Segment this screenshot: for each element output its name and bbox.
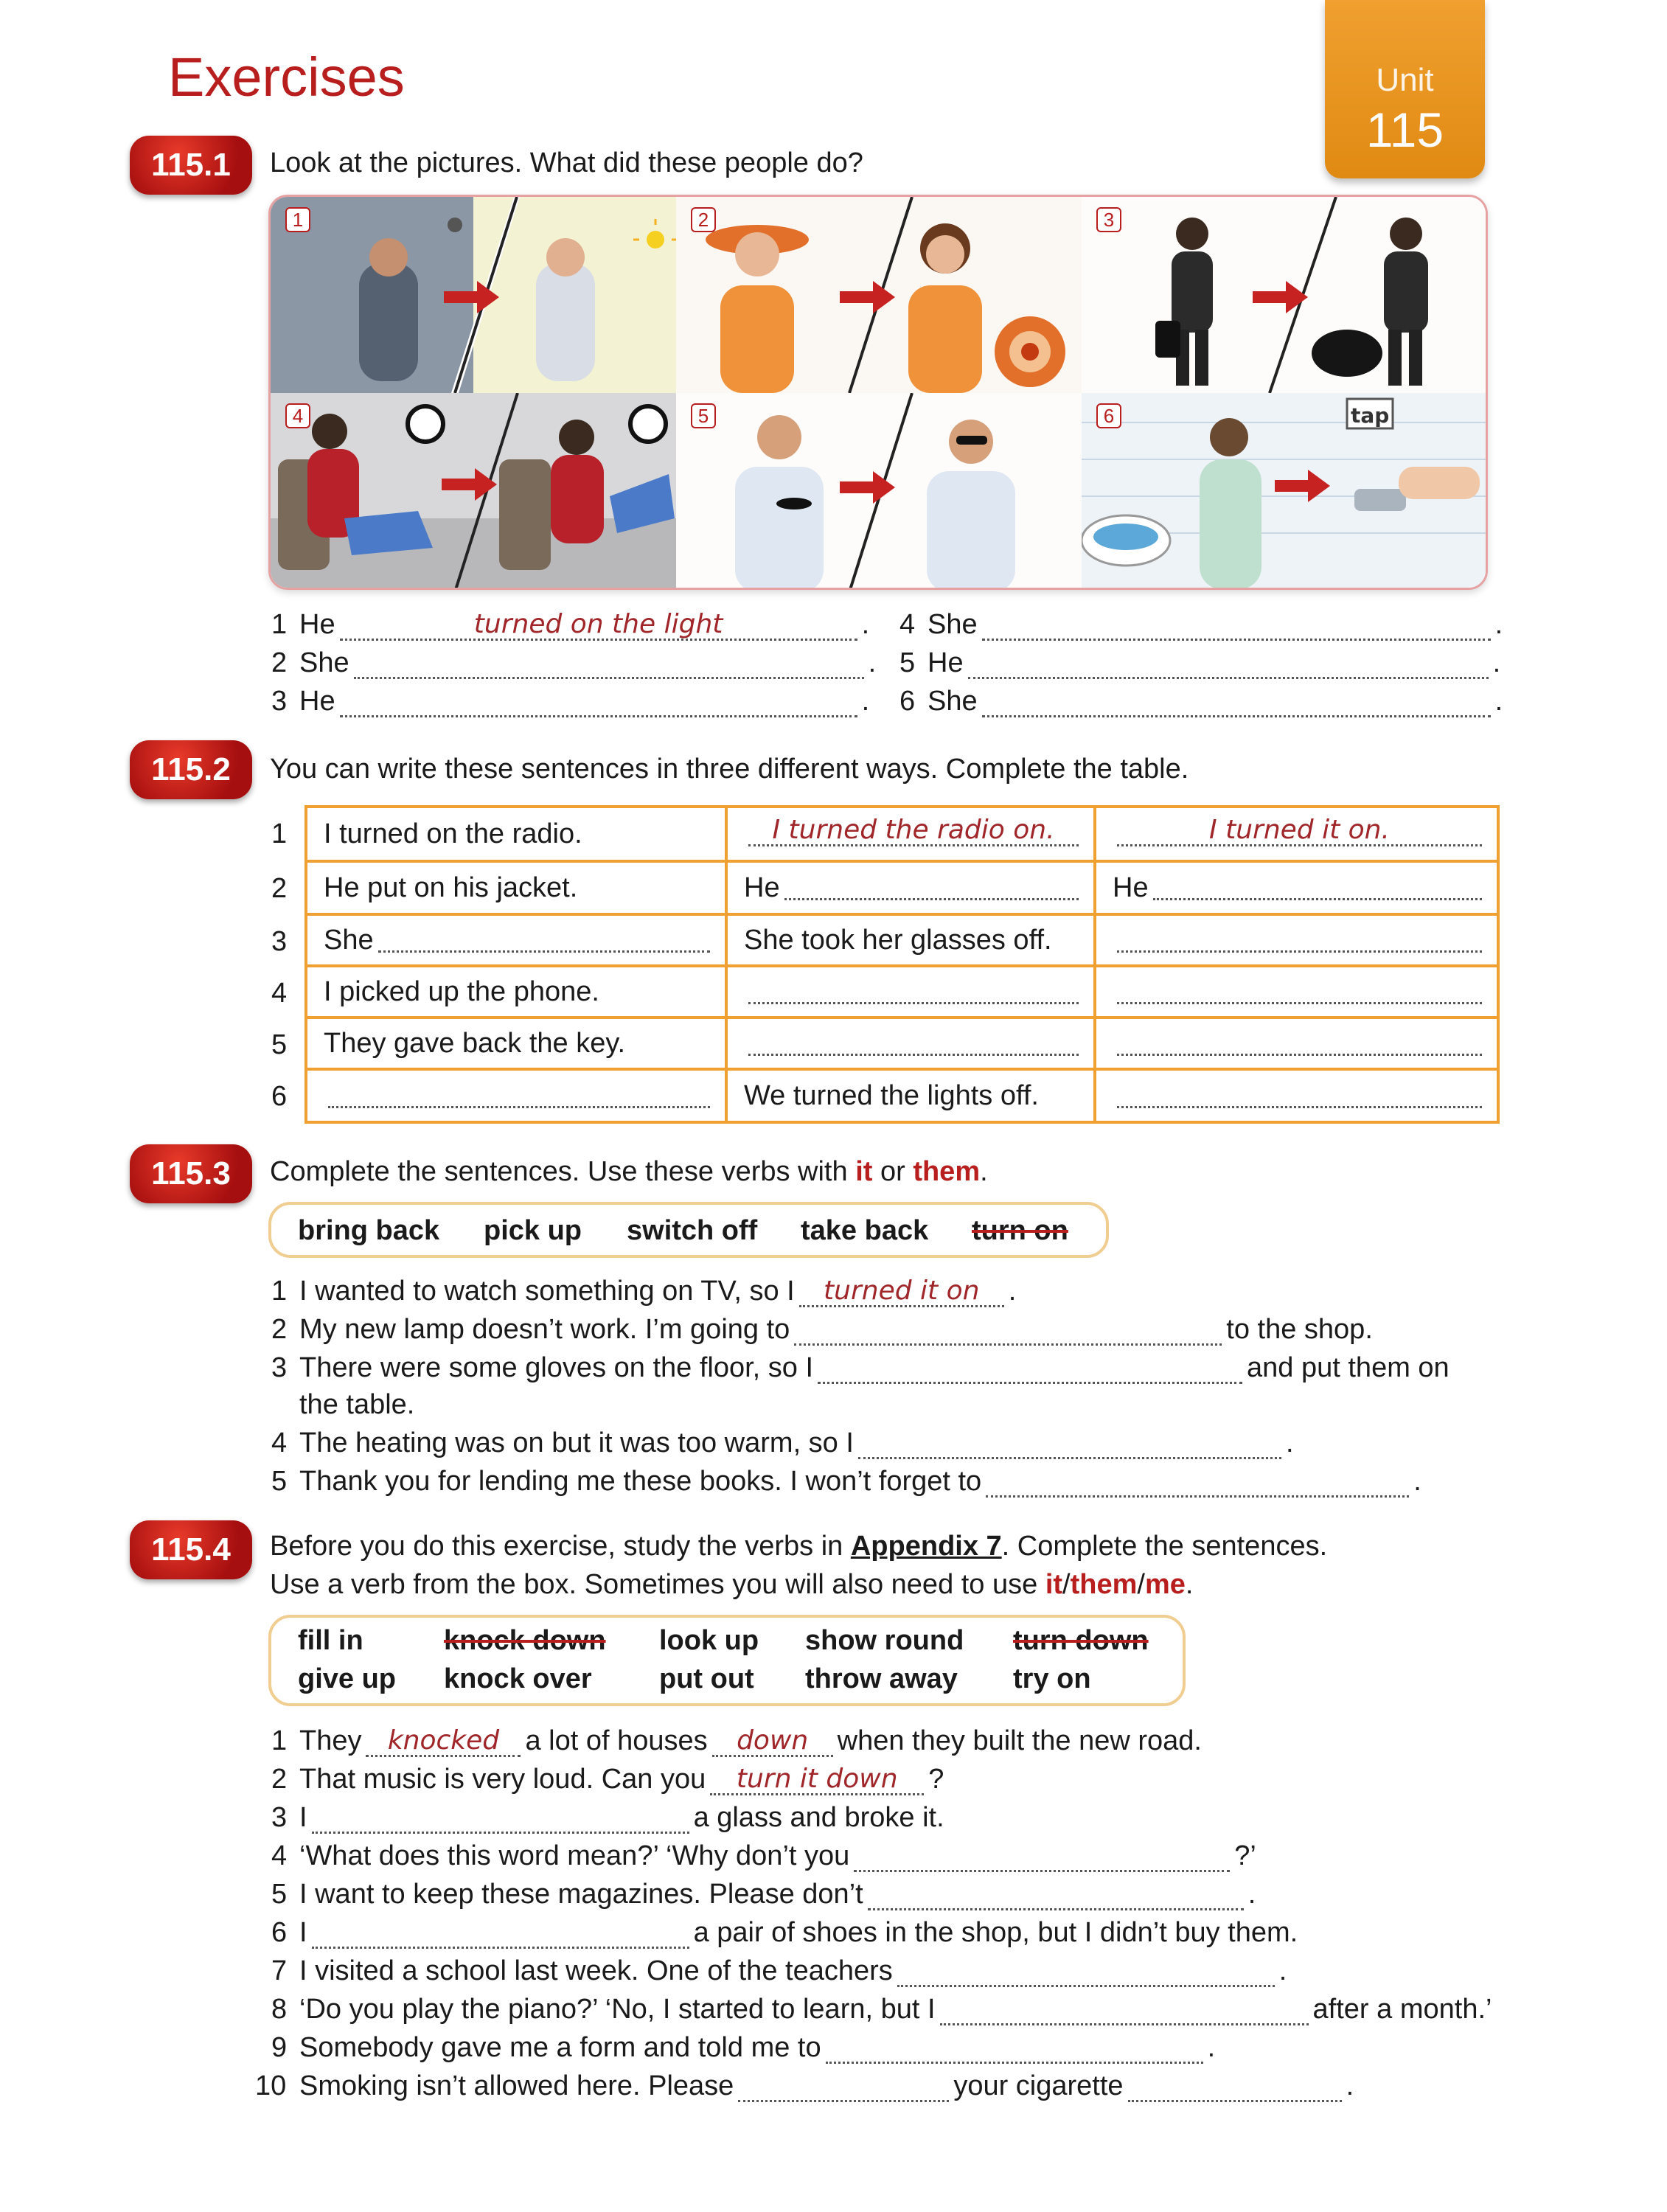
table-cell: He put on his jacket. — [307, 863, 728, 916]
table-cell[interactable]: He — [1096, 863, 1497, 916]
ex1-line-4: 4 She . — [899, 609, 1503, 640]
page-title: Exercises — [168, 46, 405, 108]
answer-field[interactable] — [858, 1434, 1281, 1459]
ex3-line-2: 2 My new lamp doesn’t work. I’m going to to the shop. — [271, 1314, 1373, 1345]
ex2-instruction: You can write these sentences in three different ways. Complete the table. — [270, 754, 1189, 785]
verbs-box-ex3 — [268, 1202, 1109, 1258]
exercise-badge-115-1: 115.1 — [130, 136, 252, 195]
verb-chip: bring back — [298, 1215, 440, 1246]
verbs-box-ex4 — [268, 1615, 1186, 1706]
table-cell[interactable] — [728, 1019, 1096, 1071]
table-cell[interactable]: She — [307, 916, 728, 967]
answer-field[interactable] — [340, 692, 857, 717]
ex4-line-5: 5 I want to keep these magazines. Please don’t . — [271, 1879, 1256, 1910]
ex3-line-1: 1 I wanted to watch something on TV, so I turned it on . — [271, 1276, 1017, 1307]
ex1-instruction: Look at the pictures. What did these people do? — [270, 147, 863, 178]
table-cell: I picked up the phone. — [307, 967, 728, 1019]
verb-chip: look up — [659, 1625, 759, 1656]
answer-field[interactable]: knocked — [366, 1732, 521, 1757]
verb-chip: pick up — [484, 1215, 582, 1246]
bag-illustration — [1082, 197, 1488, 393]
exercise-badge-115-3: 115.3 — [130, 1144, 252, 1203]
picture-number: 4 — [285, 403, 310, 428]
table-cell: She took her glasses off. — [728, 916, 1096, 967]
ex1-line-2: 2 She . — [271, 647, 877, 678]
ex4-line-2: 2 That music is very loud. Can you turn it down ? — [271, 1764, 944, 1795]
puzzle-illustration — [271, 393, 676, 590]
answer-field[interactable] — [868, 1885, 1244, 1910]
row-number: 2 — [271, 873, 288, 904]
picture-2 — [676, 197, 1082, 393]
answer-field[interactable] — [854, 1847, 1230, 1872]
verb-chip: switch off — [627, 1215, 758, 1246]
ex3-line-3: 3 There were some gloves on the floor, so I and put them on — [271, 1352, 1450, 1383]
verb-chip: put out — [659, 1663, 754, 1694]
answer-field[interactable]: turn it down — [710, 1770, 924, 1795]
picture-number: 5 — [691, 403, 716, 428]
exercise-badge-115-4: 115.4 — [130, 1520, 252, 1579]
table-cell: We turned the lights off. — [728, 1071, 1096, 1121]
answer-field[interactable] — [738, 2077, 949, 2102]
unit-number: 115 — [1365, 102, 1444, 157]
picture-4 — [271, 393, 676, 589]
table-cell: They gave back the key. — [307, 1019, 728, 1071]
ex4-line-9: 9 Somebody gave me a form and told me to . — [271, 2032, 1216, 2063]
picture-6 — [1082, 393, 1487, 589]
answer-field[interactable] — [312, 1924, 689, 1949]
tap-illustration — [1082, 393, 1488, 590]
table-cell[interactable] — [1096, 967, 1497, 1019]
ex3-line-4: 4 The heating was on but it was too warm, so I . — [271, 1427, 1294, 1458]
ex3-line-3-continued: the table. — [299, 1389, 415, 1420]
answer-field[interactable] — [794, 1321, 1222, 1346]
row-number: 4 — [271, 978, 288, 1009]
answer-field[interactable]: turned on the light — [340, 616, 857, 641]
table-cell[interactable]: He — [728, 863, 1096, 916]
verb-chip: knock over — [444, 1663, 592, 1694]
verb-chip: try on — [1013, 1663, 1091, 1694]
verb-chip: give up — [298, 1663, 397, 1694]
answer-field[interactable] — [897, 1962, 1275, 1987]
exercise-badge-115-2: 115.2 — [130, 740, 252, 799]
ex4-instruction-line2: Use a verb from the box. Sometimes you will also need to use it/them/me. — [270, 1569, 1194, 1600]
table-cell: I turned on the radio. — [307, 808, 728, 863]
table-cell[interactable] — [1096, 916, 1497, 967]
row-number: 5 — [271, 1029, 288, 1060]
appendix-link[interactable]: Appendix 7 — [850, 1531, 1002, 1562]
ex4-line-4: 4 ‘What does this word mean?’ ‘Why don’t you ?’ — [271, 1840, 1256, 1871]
verb-chip: show round — [805, 1625, 964, 1656]
answer-field[interactable] — [818, 1359, 1242, 1384]
verb-chip: fill in — [298, 1625, 363, 1656]
answer-field[interactable] — [986, 1472, 1409, 1498]
answer-field[interactable] — [354, 654, 864, 679]
ex4-line-3: 3 I a glass and broke it. — [271, 1802, 944, 1833]
picture-number: 1 — [285, 207, 310, 232]
table-cell[interactable]: I turned the radio on. — [728, 808, 1096, 863]
light-switch-illustration — [271, 197, 676, 393]
answer-field[interactable] — [940, 2000, 1309, 2025]
table-cell[interactable]: I turned it on. — [1096, 808, 1497, 863]
ex4-line-7: 7 I visited a school last week. One of the teachers . — [271, 1955, 1287, 1986]
unit-tab — [1325, 0, 1485, 178]
answer-field[interactable] — [1128, 2077, 1342, 2102]
ex3-line-5: 5 Thank you for lending me these books. I won’t forget to . — [271, 1466, 1421, 1497]
ex4-instruction-line1: Before you do this exercise, study the verbs in Appendix 7. Complete the sentences. — [270, 1531, 1328, 1562]
answer-field[interactable]: down — [712, 1732, 833, 1757]
pictures-panel — [268, 195, 1488, 590]
answer-field[interactable] — [312, 1809, 689, 1834]
ex1-line-3: 3 He . — [271, 686, 870, 717]
ex4-line-8: 8 ‘Do you play the piano?’ ‘No, I started to learn, but I after a month.’ — [271, 1994, 1492, 2025]
answer-field[interactable] — [826, 2039, 1203, 2064]
picture-number: 2 — [691, 207, 716, 232]
answer-field[interactable] — [982, 692, 1491, 717]
table-cell[interactable] — [307, 1071, 728, 1121]
unit-label: Unit — [1376, 62, 1434, 98]
ex4-line-6: 6 I a pair of shoes in the shop, but I didn’t buy them. — [271, 1917, 1298, 1948]
table-cell[interactable] — [1096, 1019, 1497, 1071]
verb-chip: take back — [801, 1215, 929, 1246]
hat-illustration — [676, 197, 1082, 393]
picture-5 — [676, 393, 1082, 589]
verb-chip-used: knock down — [444, 1625, 606, 1656]
picture-number: 6 — [1096, 403, 1121, 428]
row-number: 6 — [271, 1081, 288, 1112]
ex1-line-6: 6 She . — [899, 686, 1503, 717]
table-cell[interactable] — [728, 967, 1096, 1019]
ex4-line-1: 1 They knocked a lot of houses down when they built the new road. — [271, 1725, 1202, 1756]
answer-field[interactable] — [982, 616, 1491, 641]
ex4-line-10: 10 Smoking isn’t allowed here. Please your cigarette . — [255, 2070, 1354, 2101]
picture-number: 3 — [1096, 207, 1121, 232]
picture-1 — [271, 197, 676, 393]
answer-field[interactable] — [968, 654, 1489, 679]
row-number: 3 — [271, 926, 288, 957]
table-cell[interactable] — [1096, 1071, 1497, 1121]
verb-chip: throw away — [805, 1663, 958, 1694]
answer-field[interactable]: turned it on — [799, 1282, 1004, 1307]
verb-chip-used: turn down — [1013, 1625, 1149, 1656]
sunglasses-illustration — [676, 393, 1082, 590]
verb-chip-used: turn on — [972, 1215, 1068, 1246]
picture-3 — [1082, 197, 1487, 393]
row-number: 1 — [271, 818, 288, 849]
ex1-line-1: 1 He turned on the light . — [271, 609, 870, 640]
ex3-instruction: Complete the sentences. Use these verbs with it or them. — [270, 1156, 988, 1187]
ex1-line-5: 5 He . — [899, 647, 1501, 678]
sentences-table — [304, 805, 1500, 1124]
tap-sign-label: tap — [1351, 403, 1390, 428]
